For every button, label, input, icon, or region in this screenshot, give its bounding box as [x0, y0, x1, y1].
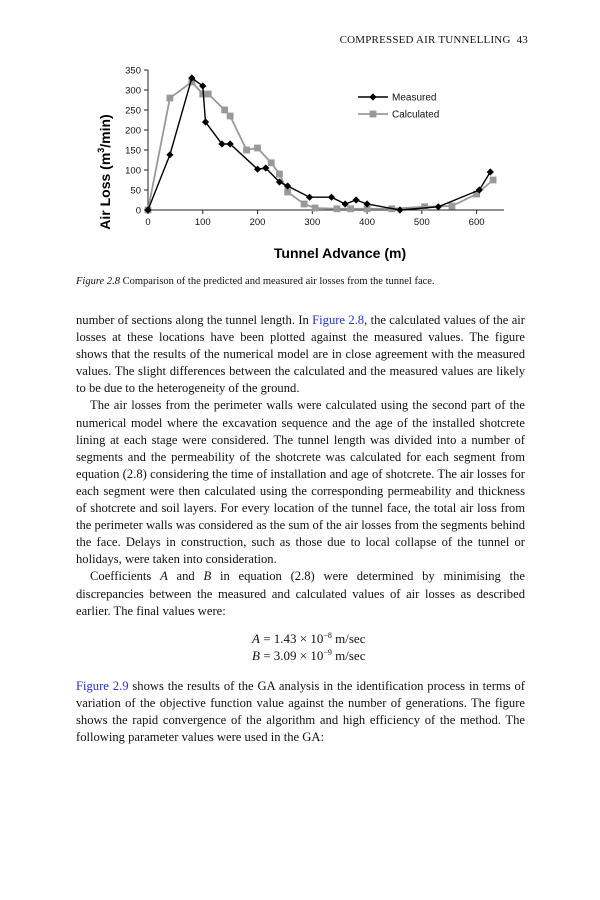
calculated-point [243, 147, 250, 154]
x-tick-label: 500 [413, 217, 430, 228]
y-axis-label-suffix: /min) [97, 114, 113, 148]
y-tick-label: 200 [125, 125, 141, 137]
calculated-line [148, 82, 493, 210]
calculated-point [334, 205, 341, 212]
equation-a [252, 630, 525, 647]
caption-text: Comparison of the predicted and measured air losses from the tunnel face. [122, 276, 435, 287]
eq1-unit: m/sec [331, 630, 366, 646]
measured-line [148, 78, 490, 210]
p4-text-b: shows the results of the GA analysis in the identification process in terms of variation of the objective function value against the number of generations. The figure shows the rapid convergence of the algorithm and high efficiency of the method. The following parameter values were used in the GA: [76, 678, 525, 744]
eq1-val: = 1.43 × 10 [259, 630, 324, 646]
x-tick-label: 600 [468, 217, 485, 228]
calculated-point [312, 205, 319, 212]
calculated-point [421, 203, 428, 210]
y-tick-label: 50 [130, 185, 141, 197]
y-tick-label: 300 [125, 85, 141, 97]
calculated-point [284, 189, 291, 196]
y-axis-label-prefix: Air Loss (m [97, 152, 113, 230]
eq2-val: = 3.09 × 10 [259, 647, 324, 663]
legend-calculated-marker [370, 111, 377, 118]
calculated-point [301, 201, 308, 208]
x-axis-label: Tunnel Advance (m) [273, 245, 407, 261]
figure-2-8-link[interactable]: Figure 2.8 [312, 313, 365, 327]
x-tick-label: 400 [359, 217, 376, 228]
measured-point [353, 196, 360, 203]
y-tick-label: 0 [135, 205, 141, 217]
calculated-point [268, 159, 275, 166]
calculated-point [254, 145, 261, 152]
calculated-point [276, 171, 283, 178]
coef-a: A [160, 569, 168, 584]
body-text [76, 312, 525, 746]
equations [76, 630, 525, 664]
running-title: COMPRESSED AIR TUNNELLING [339, 34, 511, 46]
measured-point [306, 194, 313, 201]
p3-and: and [167, 569, 204, 584]
y-axis-label-sup: 3 [96, 147, 106, 153]
legend-measured-marker [369, 93, 376, 100]
running-head [340, 34, 528, 46]
y-tick-label: 100 [125, 165, 141, 177]
measured-point [328, 194, 335, 201]
y-tick-label: 250 [125, 105, 141, 117]
paragraph-4 [76, 678, 525, 746]
legend-calculated-label: Calculated [392, 109, 440, 121]
eq1-var: A [252, 630, 260, 646]
eq2-unit: m/sec [331, 647, 366, 663]
measured-point [166, 151, 173, 158]
calculated-point [490, 177, 497, 184]
legend-measured-label: Measured [392, 92, 437, 104]
paragraph-2: The air losses from the perimeter walls were calculated using the second part of the numerical model where the excavation sequence and the age of the installed shotcrete lining at each stage were considered. The tunnel length was divided into a number of segments and the permeability of the shotcrete was calculated for each segment from equation (2.8) considering the time of installation and age of shotcrete. The air losses for each segment were then calculated using the corresponding permeability and thickness of shotcrete and soil layers. For every location of the tunnel face, the total air loss from the perimeter walls was considered as the sum of the air losses from the segments behind the face. Delays in construction, such as those due to local collapse of the tunnel or holidays, were taken into consideration. [76, 398, 525, 567]
x-tick-label: 300 [304, 217, 321, 228]
eq2-exp: −9 [323, 647, 332, 657]
caption-label: Figure 2.8 [76, 276, 120, 287]
coef-b: B [203, 569, 212, 584]
y-tick-label: 350 [125, 65, 141, 77]
eq2-var: B [252, 647, 260, 663]
measured-point [435, 203, 442, 210]
air-loss-chart [90, 62, 510, 272]
paragraph-1 [76, 312, 525, 397]
figure-caption [76, 276, 536, 287]
x-tick-label: 200 [249, 217, 266, 228]
p1-text-b: , the calculated values of the air losses at these locations have been plotted against the measured values. The figure shows that the results of the numerical model are in close agreement with the measured values. The slight differences between the calculated and the measured values are likely to be due to the heterogeneity of the ground. [76, 313, 525, 396]
calculated-point [167, 95, 174, 102]
page-number: 43 [516, 34, 528, 46]
y-axis-label [96, 114, 113, 229]
calculated-point [227, 113, 234, 120]
calculated-point [347, 205, 354, 212]
series-calculated [145, 79, 497, 214]
p3-text-a: Coefficients [90, 569, 161, 584]
figure-2-9-link[interactable]: Figure 2.9 [76, 678, 129, 693]
eq1-exp: −8 [323, 630, 332, 640]
x-tick-label: 100 [194, 217, 211, 228]
series-measured [144, 74, 494, 213]
paragraph-3 [76, 568, 525, 619]
equation-b [252, 647, 525, 664]
calculated-point [449, 203, 456, 210]
x-tick-label: 0 [145, 217, 151, 228]
calculated-point [221, 107, 228, 114]
y-tick-label: 150 [125, 145, 141, 157]
measured-point [487, 168, 494, 175]
calculated-point [205, 91, 212, 98]
chart-series [144, 74, 496, 213]
chart-legend [358, 93, 439, 121]
p1-text-a: number of sections along the tunnel length. In [76, 313, 313, 327]
p3-text-b: in equation (2.8) were determined by minimising the discrepancies between the measured and calculated values of air losses as described earlier. The final values were: [76, 569, 525, 618]
